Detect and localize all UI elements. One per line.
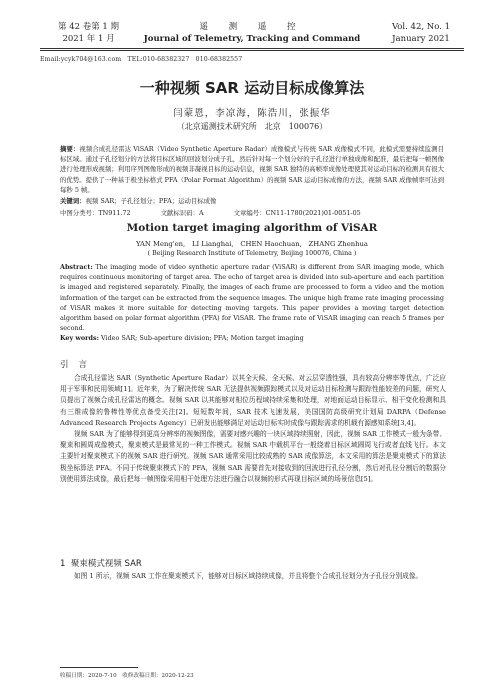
keywords-en-label: Key words: (60, 334, 99, 342)
authors-en: YAN Meng'en, LI Lianghai, CHEN Haochuan, ZHANG Zhenhua (136, 240, 368, 248)
document-code: 文献标识码：A (160, 209, 204, 217)
volume-issue-en: Vol. 42, No. 1 (391, 22, 450, 32)
abstract-en-text: The imaging mode of video synthetic aperture radar (ViSAR) is different from SAR imaging mode, which requires continuous monitoring of target area. The echo of target area is divided into sub-aperture and each partition is imaged and registered separately. Finally, the images of each frame are processed to form a video and the motion information of the target can be extracted from the sequence images. The unique high frame rate imaging processing of ViSAR makes it more suitable for detecting moving targets. This paper provides a moving target detection algorithm based on polar format algorithm (PFA) for ViSAR. The frame rate of ViSAR imaging can reach 5 frames per second. (60, 263, 444, 333)
intro-paragraph-2: 视频 SAR 为了能够得到更高分辨率的视频图像，需要对感兴趣的一块区域持续照射，因此，视频 SAR 工作模式一般为条带、聚束和圆周成像模式，聚束模式是最常见的一种工作模式。视频 SAR 中载机平台一般绕着目标区域圆周飞行或者直线飞行。本文主要针对聚束模式下的视频 SAR 进行研究。视频 SAR 通常采用比较成熟的 SAR 成像算法，本文采用的算法是聚束模式下的算法极坐标算法 PFA。不同于传统聚束模式下的 PFA，视频 SAR 需要首先对接收到的回波进行孔径分割，然后对孔径分割后的数据分别使用算法成像，最后把每一帧图像采用相干处理方法进行融合以视频的形式再现目标区域的场景信息[5]。 (60, 430, 446, 483)
section-intro-char1: 引 (60, 360, 79, 370)
section-heading-1 (60, 557, 142, 569)
abstract-cn (60, 144, 444, 195)
abstract-cn-label: 摘要： (60, 145, 80, 153)
contact-line: Email:ycyk704@163.com TEL:010-68382327 010-68382557 (40, 56, 243, 63)
keywords-en (60, 334, 444, 342)
keywords-cn (60, 196, 444, 205)
intro-body (60, 373, 446, 485)
keywords-cn-text: 视频 SAR；子孔径划分；PFA；运动目标成像 (85, 197, 217, 205)
section-1-body (60, 571, 446, 582)
section-1-title: 聚束模式视频 SAR (70, 559, 142, 569)
journal-header (40, 21, 464, 47)
section-intro-char2: 言 (78, 360, 88, 370)
date-cn: 2021 年 1 月 (62, 34, 115, 44)
classification-line (60, 208, 444, 217)
volume-issue-cn: 第 42 卷第 1 期 (58, 22, 120, 32)
article-number: 文章编号：CN11-1780(2021)01-0051-05 (233, 209, 361, 217)
section-1-number: 1 (60, 559, 66, 569)
paper-title-en: Motion target imaging algorithm of ViSAR (126, 222, 378, 234)
header-rule-bottom (40, 50, 464, 51)
journal-name-en: Journal of Telemetry, Tracking and Command (143, 34, 361, 44)
section-heading-intro (60, 358, 87, 370)
affiliation-en: ( Beijing Research Institute of Telemetry, Beijing 100076, China ) (147, 250, 357, 257)
clc-number: 中图分类号：TN911.72 (60, 209, 131, 217)
section-1-paragraph-1: 如图 1 所示，视频 SAR 工作在聚束模式下，能够对目标区域持续成像，并且将整个合成孔径划分为子孔径分别成像。 (74, 572, 423, 580)
header-right (392, 21, 450, 45)
authors-cn: 闫蒙恩，李凉海，陈浩川，张振华 (173, 108, 331, 119)
paper-title-cn: 一种视频 SAR 运动目标成像算法 (139, 79, 365, 97)
abstract-en-label: Abstract: (60, 263, 93, 271)
keywords-cn-label: 关键词： (60, 197, 86, 205)
header-rule-top (40, 48, 464, 49)
affiliation-cn: （北京遥测技术研究所 北京 100076） (176, 122, 328, 131)
intro-paragraph-1: 合成孔径雷达 SAR（Synthetic Aperture Radar）以其全天候、全天候、对云层穿透性强，具有较高分辨率等优点，广泛应用于军事和民用领域[1]。近年来，为了解决传统 SAR 无法提供视频跟踪模式以及对运动目标检测与跟踪性能较差的问题，研究人员提出了视频合成孔径雷达的概念。视频 SAR 以其能够对相位历程域持续采集和处理，对地面运动目标显示、相干变化检测和具有三维成像的鲁棒性等优点备受关注[2]。短短数年间，SAR 技术飞速发展，美国国防高级研究计划局 DARPA（Defense Advanced Research Projects Agency）已研发出能够满足对运动目标实时成像与跟踪需求的机载有源感知系统[3,4]。 (60, 374, 446, 427)
abstract-cn-text: 视频合成孔径雷达 ViSAR（Video Synthetic Aperture Radar）成像模式与传统 SAR 成像模式不同，此模式需要持续监测目标区域。通过子孔径划分的方法将目标区域的回波划分成子孔，然后针对每一个划分好的子孔径进行单独成像和配准，最后把每一帧图像进行处理形成视频；利用序列图像形成的视频非凝视目标的运动信息，视频 SAR 独特的高帧率成像处理使其对运动目标的检测具有很大的优势。提供了一种基于极坐标格式 PFA（Polar Format Algorithm）的视频 SAR 运动目标成像的方法，视频 SAR 成像帧率可达到每秒 5 帧。 (60, 145, 444, 194)
journal-name-cn: 遥 测 遥 控 (199, 22, 305, 32)
abstract-en (60, 262, 444, 333)
received-date-footnote: 收稿日期：2020-7-10 收修改稿日期：2020-12-23 (60, 673, 194, 679)
footnote-rule (60, 667, 138, 668)
date-en: January 2021 (392, 34, 450, 44)
keywords-en-text: Video SAR; Sub-aperture division; PFA; Motion target imaging (101, 334, 304, 342)
